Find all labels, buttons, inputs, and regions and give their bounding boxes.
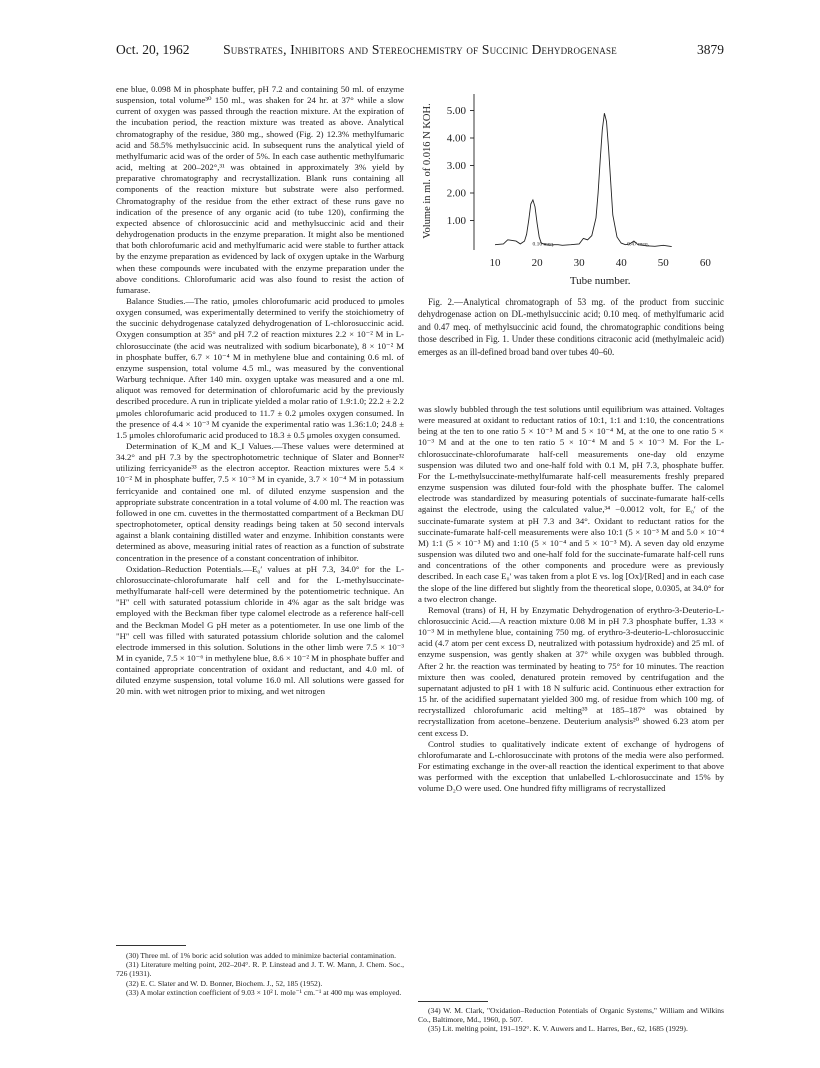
footnote: (31) Literature melting point, 202–204°. R. P. Linstead and J. T. W. Mann, J. Chem. Soc., 726 (1931). (116, 960, 404, 979)
x-tick-label: 30 (573, 257, 585, 269)
x-axis-label: Tube number. (569, 275, 631, 287)
peak-annotation: 0.47 meq. (627, 241, 649, 248)
left-footnotes (116, 951, 404, 997)
y-axis-label: Volume in ml. of 0.016 N KOH. (422, 103, 433, 239)
chromatogram-trace (495, 113, 672, 246)
header-date: Oct. 20, 1962 (116, 42, 190, 57)
x-tick-label: 20 (531, 257, 543, 269)
x-tick-label: 60 (699, 257, 711, 269)
right-footnotes (418, 1006, 724, 1034)
x-tick-label: 40 (615, 257, 627, 269)
y-tick-label: 2.00 (446, 187, 466, 200)
header-running-title: Substrates, Inhibitors and Stereochemistry of Succinic Dehydrogenase (223, 42, 617, 57)
caption-text: Fig. 2.—Analytical chromatograph of 53 mg. of the product from succinic dehydrogenase action on DL-methylsuccinic acid; 0.10 meq. of methylfumaric acid and 0.47 meq. of methylsuccinic acid found, the chromatographic conditions being those described in Fig. 1. Under these conditions citraconic acid (methylmaleic acid) emerges as an ill-defined broad band over tubes 40–60. (418, 297, 724, 357)
paragraph: Balance Studies.—The ratio, μmoles chlorofumaric acid produced to μmoles oxygen consumed, was experimentally determined to verify the stoichiometry of the succinic dehydrogenase catalyzed dehydrogenation of L-chlorosuccinic acid. Oxygen consumption at 35° and pH 7.2 of reaction mixtures 2.2 × 10⁻² M in L-chlorosuccinate (the acid was neutralized with sodium bicarbonate), 8 × 10⁻² M in phosphate buffer, 6.7 × 10⁻⁴ M in methylene blue and containing 0.6 ml. of enzyme suspension, total volume 4.5 ml., was measured by the conventional Warburg technique. After 140 min. oxygen uptake was measured and a one ml. aliquot was removed for determination of chlorofumaric acid by the previously described procedure. A run in triplicate yielded a molar ratio of 1.9:1.0; 22.2 ± 2.2 μmoles chlorofumaric acid produced to 11.7 ± 0.2 μmoles oxygen consumed. In the presence of 4.4 × 10⁻³ M cyanide the experimental ratio was 1.36:1.0; 24.8 ± 1.5 μmoles chlorofumaric acid produced to 18.3 ± 0.5 μmoles oxygen consumed. (116, 295, 404, 440)
peak-annotation: 0.10 meq. (532, 241, 555, 248)
y-tick-label: 3.00 (446, 160, 466, 172)
footnote: (33) A molar extinction coefficient of 9.03 × 10² l. mole⁻¹ cm.⁻¹ at 400 mμ was employed. (126, 987, 402, 997)
y-tick-label: 4.00 (446, 132, 466, 145)
x-tick-label: 50 (657, 257, 669, 269)
paragraph: was slowly bubbled through the test solutions until equilibrium was attained. Voltages were measured at oxidant to reductant ratios of 10:1, 1:1 and 1:10, the concentrations being at the ten to one ratio 5 × 10⁻³ M and 5 × 10⁻⁴ M, at the one to one ratio 5 × 10⁻³ M and at the one to ten ratio 5 × 10⁻⁴ M and 5 × 10⁻³ M. For the L-chlorosuccinate-chlorofumarate half-cell measurements one-day old enzyme suspension was diluted two and one-half fold with 0.1 M, pH 7.3, phosphate buffer. For the L-methylsuccinate-methylfumarate half-cell measurements freshly prepared enzyme suspension was diluted four-fold with the phosphate buffer. The calomel electrode was standardized by measuring potentials of succinate-fumarate half-cells against the electrode, using the calculated value,³⁴ −0.0012 volt, for E₀′ of the succinate-fumarate system at pH 7.3 and 34°. Oxidant to reductant ratios for the succinate-fumarate half-cell measurements were also 10:1 (5 × 10⁻³ M and 5.0 × 10⁻⁴ M) 1:1 (5 × 10⁻³ M) and 1:10 (5 × 10⁻⁴ and 5 × 10⁻³ M). A seven day old enzyme suspension was diluted two and one-half fold for the succinate-fumarate half-cell runs and concentrations of the other components and procedure were as previously described. In each case E₀′ was taken from a plot E vs. log [Ox]/[Red] and in each case the slope of the line differed but slightly from the theoretical slope, 0.0305, at 34.0° for a two electron change. (418, 404, 724, 604)
figure-caption (418, 296, 724, 358)
paragraph: Oxidation–Reduction Potentials.—E₀′ values at pH 7.3, 34.0° for the L-chlorosuccinate-chlorofumarate half cell and for the L-methylsuccinate-methylfumarate half-cell were determined by the potentiometric technique. An "H" cell with saturated potassium chloride in 4% agar as the salt bridge was employed with the Beckman fiber type calomel electrode as a reference half-cell and the Beckman Model G pH meter as a potentiometer. In use one limb of the "H" cell was filled with saturated potassium chloride solution and the calomel electrode immersed in this solution. Solutions in the other limb were 7.5 × 10⁻³ M in cyanide, 7.5 × 10⁻⁶ in methylene blue, 8.6 × 10⁻² M in phosphate buffer and contained appropriate concentration of oxidant and reductant, and 4.0 ml. of diluted enzyme suspension, total volume 16.0 ml. All solutions were gassed for 20 min. with wet nitrogen prior to mixing, and wet nitrogen (116, 563, 404, 697)
header-page-number: 3879 (697, 42, 724, 57)
footnote: (30) Three ml. of 1% boric acid solution was added to minimize bacterial contamination. (126, 951, 396, 960)
page-header (116, 42, 724, 60)
paragraph: ene blue, 0.098 M in phosphate buffer, pH 7.2 and containing 50 ml. of enzyme suspension, total volume³⁰ 150 ml., was shaken for 24 hr. at 37° while a slow current of oxygen was passed through the reaction mixture. At the expiration of the incubation period, the reaction mixture was treated as above. Analytical chromatography of the residue, 380 mg., showed (Fig. 2) 12.3% methylfumaric acid and 58.5% methylsuccinic acid. In subsequent runs the analytical yield of methylfumaric acid was of the order of 5%. In each case authentic methylfumaric acid, melting at 200–202°,³¹ was obtained in approximately 3% yield by preparative chromatography and recrystallization. Blank runs containing all components of the reaction mixture but substrate were also performed. Chromatography of the residue from the ether extract of these runs gave no indication of the presence of any organic acid (to tube 120), confirming the expected absence of chlorosuccinic acid and methylsuccinic acid and their dehydrogenation products in the enzyme preparation. It might also be mentioned that both chlorofumaric acid and methylfumaric acid were stable to further attack by the enzyme preparation as evidenced by lack of oxygen uptake in the Warburg when these compounds were incubated with the enzyme preparation under the above conditions. Chlorofumaric acid was also found to resist the action of fumarase. (116, 84, 404, 295)
footnote: (35) Lit. melting point, 191–192°. K. V. Auwers and L. Harres, Ber., 62, 1685 (1929). (428, 1024, 688, 1034)
footnote: (32) E. C. Slater and W. D. Bonner, Biochem. J., 52, 185 (1952). (126, 978, 323, 988)
footnote: (34) W. M. Clark, "Oxidation–Reduction Potentials of Organic Systems," William and Wilkins Co., Baltimore, Md., 1960, p. 507. (418, 1006, 724, 1025)
paragraph: Removal (trans) of H, H by Enzymatic Dehydrogenation of erythro-3-Deuterio-L-chlorosuccinic Acid.—A reaction mixture 0.08 M in pH 7.3 phosphate buffer, 1.33 × 10⁻³ M in methylene blue, containing 750 mg. of erythro-3-deuterio-L-chlorosuccinic acid (4.7 atom per cent excess D, neutralized with potassium hydroxide) and 25 ml. of enzyme suspension, was gently shaken at 37° while oxygen was bubbled through. After 2 hr. the reaction was terminated by heating to 75° for 10 minutes. The reaction mixture then was cooled, denatured protein removed by centrifugation and the supernatant adjusted to pH 1 with 18 N sulfuric acid. Continuous ether extraction for 15 hr. of the acidified supernatant yielded 300 mg. of residue from which 100 mg. of recrystallized chlorofumaric acid melting³⁵ at 185–187° was obtained by recrystallization from acetone–benzene. Deuterium analysis²⁰ showed 6.23 atom per cent excess D. (418, 604, 724, 738)
x-tick-label: 10 (489, 257, 501, 269)
y-tick-label: 1.00 (446, 215, 466, 227)
right-column (418, 404, 724, 794)
left-column (116, 84, 404, 698)
footnote-rule (418, 1001, 488, 1002)
y-tick-label: 5.00 (446, 105, 466, 117)
chromatograph-chart (418, 84, 724, 298)
paragraph: Control studies to qualitatively indicate extent of exchange of hydrogens of chlorofumarate and L-chlorosuccinate with protons of the media were also performed. For estimating exchange in the over-all reaction the identical experiment to that above was performed with the exception that unlabelled L-chlorosuccinate and 15% by volume D₂O were used. One hundred fifty milligrams of recrystallized (418, 738, 724, 794)
paragraph: Determination of K_M and K_I Values.—These values were determined at 34.2° and pH 7.3 by the spectrophotometric technique of Slater and Bonner³² utilizing ferricyanide³³ as the electron acceptor. Reaction mixtures were 5.4 × 10⁻² M in phosphate buffer, 7.5 × 10⁻³ M in cyanide, 3.7 × 10⁻⁴ M in potassium ferricyanide and contained one ml. of diluted enzyme suspension and the appropriate substrate concentration in a total volume of 4.00 ml. The reaction was followed in one cm. cuvettes in the thermostatted compartment of a Beckman DU spectrophotometer, optical density readings being taken at 50 second intervals against a blank containing distilled water and enzyme. Inhibition constants were determined as above, measuring initial rates of reaction as a function of substrate concentration in the presence of a constant concentration of inhibitor. (116, 441, 404, 563)
footnote-rule (116, 945, 186, 946)
figure-2-chromatograph (418, 84, 724, 298)
